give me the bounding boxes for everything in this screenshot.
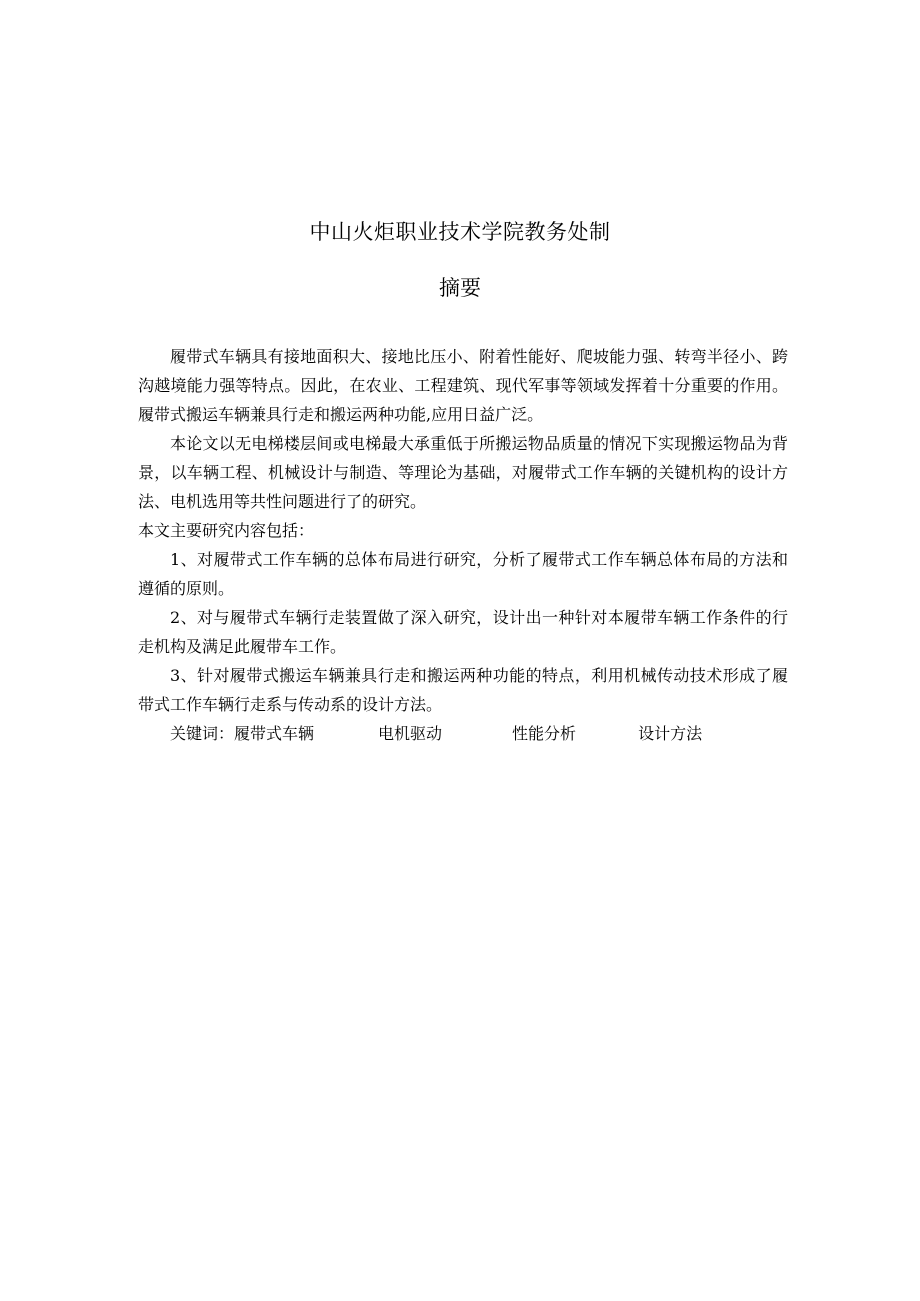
paragraph-item-3: 3、针对履带式搬运车辆兼具行走和搬运两种功能的特点，利用机械传动技术形成了履带式工作车辆行走系与传动系的设计方法。: [138, 666, 788, 714]
paragraph-item-1: 1、对履带式工作车辆的总体布局进行研究，分析了履带式工作车辆总体布局的方法和遵循的原则。: [138, 550, 788, 598]
paragraph-intro: 履带式车辆具有接地面积大、接地比压小、附着性能好、爬坡能力强、转弯半径小、跨沟越境能力强等特点。因此，在农业、工程建筑、现代军事等领域发挥着十分重要的作用。履带式搬运车辆兼具行走和搬运两种功能,应用日益广泛。: [138, 347, 788, 424]
paragraph-background: 本论文以无电梯楼层间或电梯最大承重低于所搬运物品质量的情况下实现搬运物品为背景，以车辆工程、机械设计与制造、等理论为基础，对履带式工作车辆的关键机构的设计方法、电机选用等共性问题进行了的研究。: [138, 434, 788, 511]
keyword-1: 履带式车辆: [234, 724, 315, 743]
keyword-3: 性能分析: [512, 724, 577, 743]
keywords-label: 关键词：: [170, 724, 235, 743]
institution-header: 中山火炬职业技术学院教务处制: [309, 220, 611, 244]
keyword-4: 设计方法: [638, 724, 703, 743]
abstract-body: [138, 342, 788, 748]
paragraph-item-2: 2、对与履带式车辆行走装置做了深入研究，设计出一种针对本履带车辆工作条件的行走机构及满足此履带车工作。: [138, 608, 788, 656]
paragraph-contents-intro: 本文主要研究内容包括：: [138, 521, 315, 540]
keywords-line: [138, 719, 788, 748]
keyword-2: 电机驱动: [378, 724, 443, 743]
abstract-title: 摘要: [439, 276, 481, 300]
